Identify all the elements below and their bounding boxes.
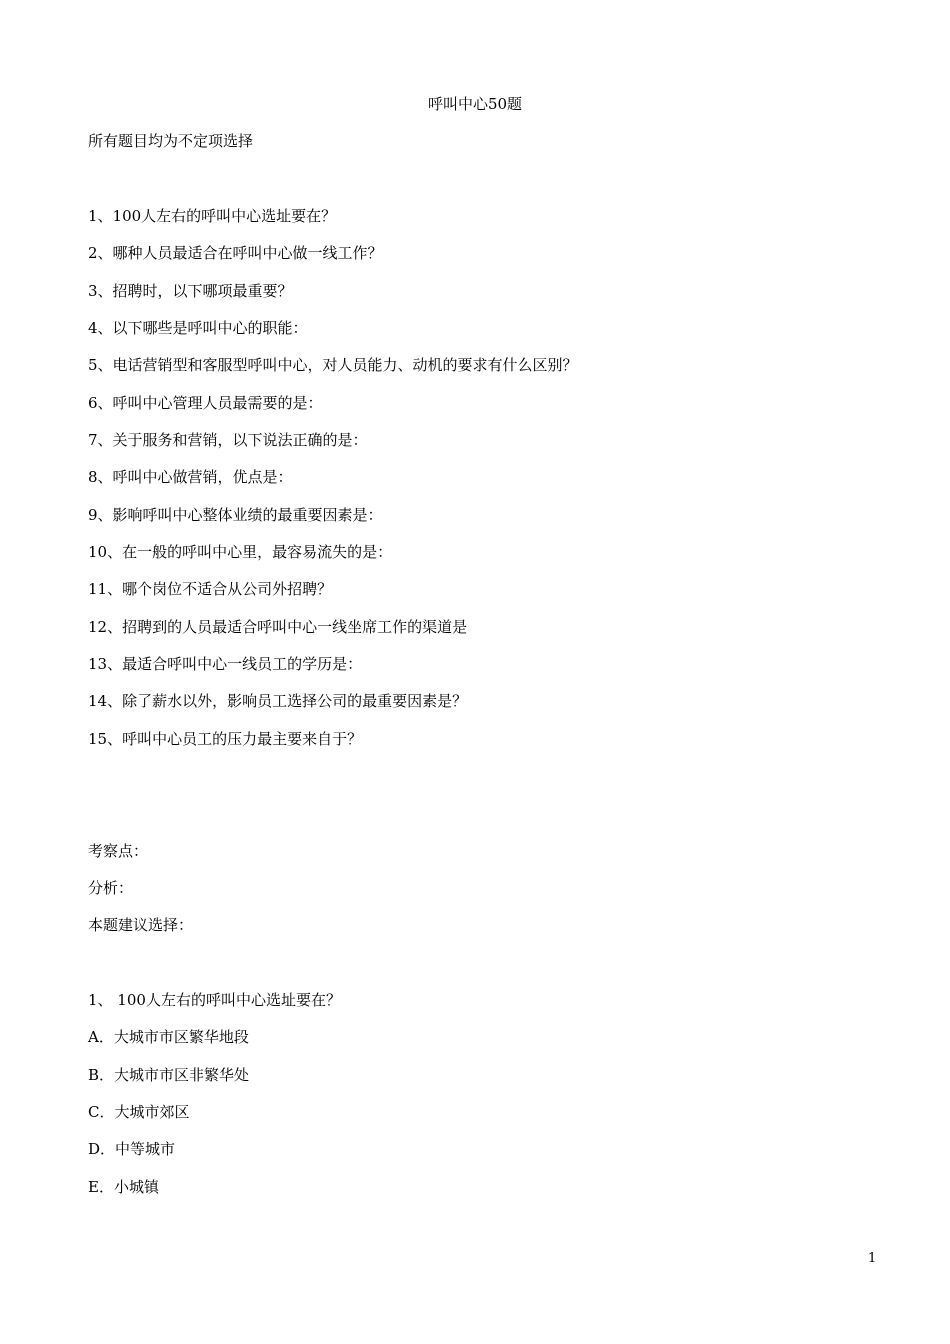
option-item: A．大城市市区繁华地段 [88,1028,249,1046]
analysis-label: 分析： [88,879,134,897]
option-item: D．中等城市 [88,1140,176,1158]
option-item: C．大城市郊区 [88,1103,190,1121]
question-item: 11、哪个岗位不适合从公司外招聘？ [88,580,333,598]
page-number: 1 [868,1251,877,1266]
question-item: 8、呼叫中心做营销，优点是： [88,468,293,486]
suggestion-label: 本题建议选择： [88,916,194,934]
question-item: 1、100人左右的呼叫中心选址要在？ [88,207,337,225]
question-item: 14、除了薪水以外，影响员工选择公司的最重要因素是？ [88,692,468,710]
question-item: 13、最适合呼叫中心一线员工的学历是： [88,655,363,673]
question-item: 5、电话营销型和客服型呼叫中心，对人员能力、动机的要求有什么区别？ [88,356,578,374]
question-item: 9、影响呼叫中心整体业绩的最重要因素是： [88,506,383,524]
exam-point-label: 考察点： [88,842,149,860]
question-item: 12、招聘到的人员最适合呼叫中心一线坐席工作的渠道是 [88,618,468,636]
document-title: 呼叫中心50题 [427,95,523,113]
intro-text: 所有题目均为不定项选择 [88,132,254,150]
question-item: 6、呼叫中心管理人员最需要的是： [88,394,323,412]
question-item: 3、招聘时，以下哪项最重要？ [88,282,293,300]
question-item: 4、以下哪些是呼叫中心的职能： [88,319,308,337]
option-item: B．大城市市区非繁华处 [88,1066,250,1084]
question-item: 2、哪种人员最适合在呼叫中心做一线工作？ [88,244,383,262]
question-item: 15、呼叫中心员工的压力最主要来自于？ [88,730,363,748]
option-item: E．小城镇 [88,1178,159,1196]
detail-question: 1、 100人左右的呼叫中心选址要在？ [88,991,341,1009]
question-item: 10、在一般的呼叫中心里，最容易流失的是： [88,543,393,561]
question-item: 7、关于服务和营销，以下说法正确的是： [88,431,368,449]
